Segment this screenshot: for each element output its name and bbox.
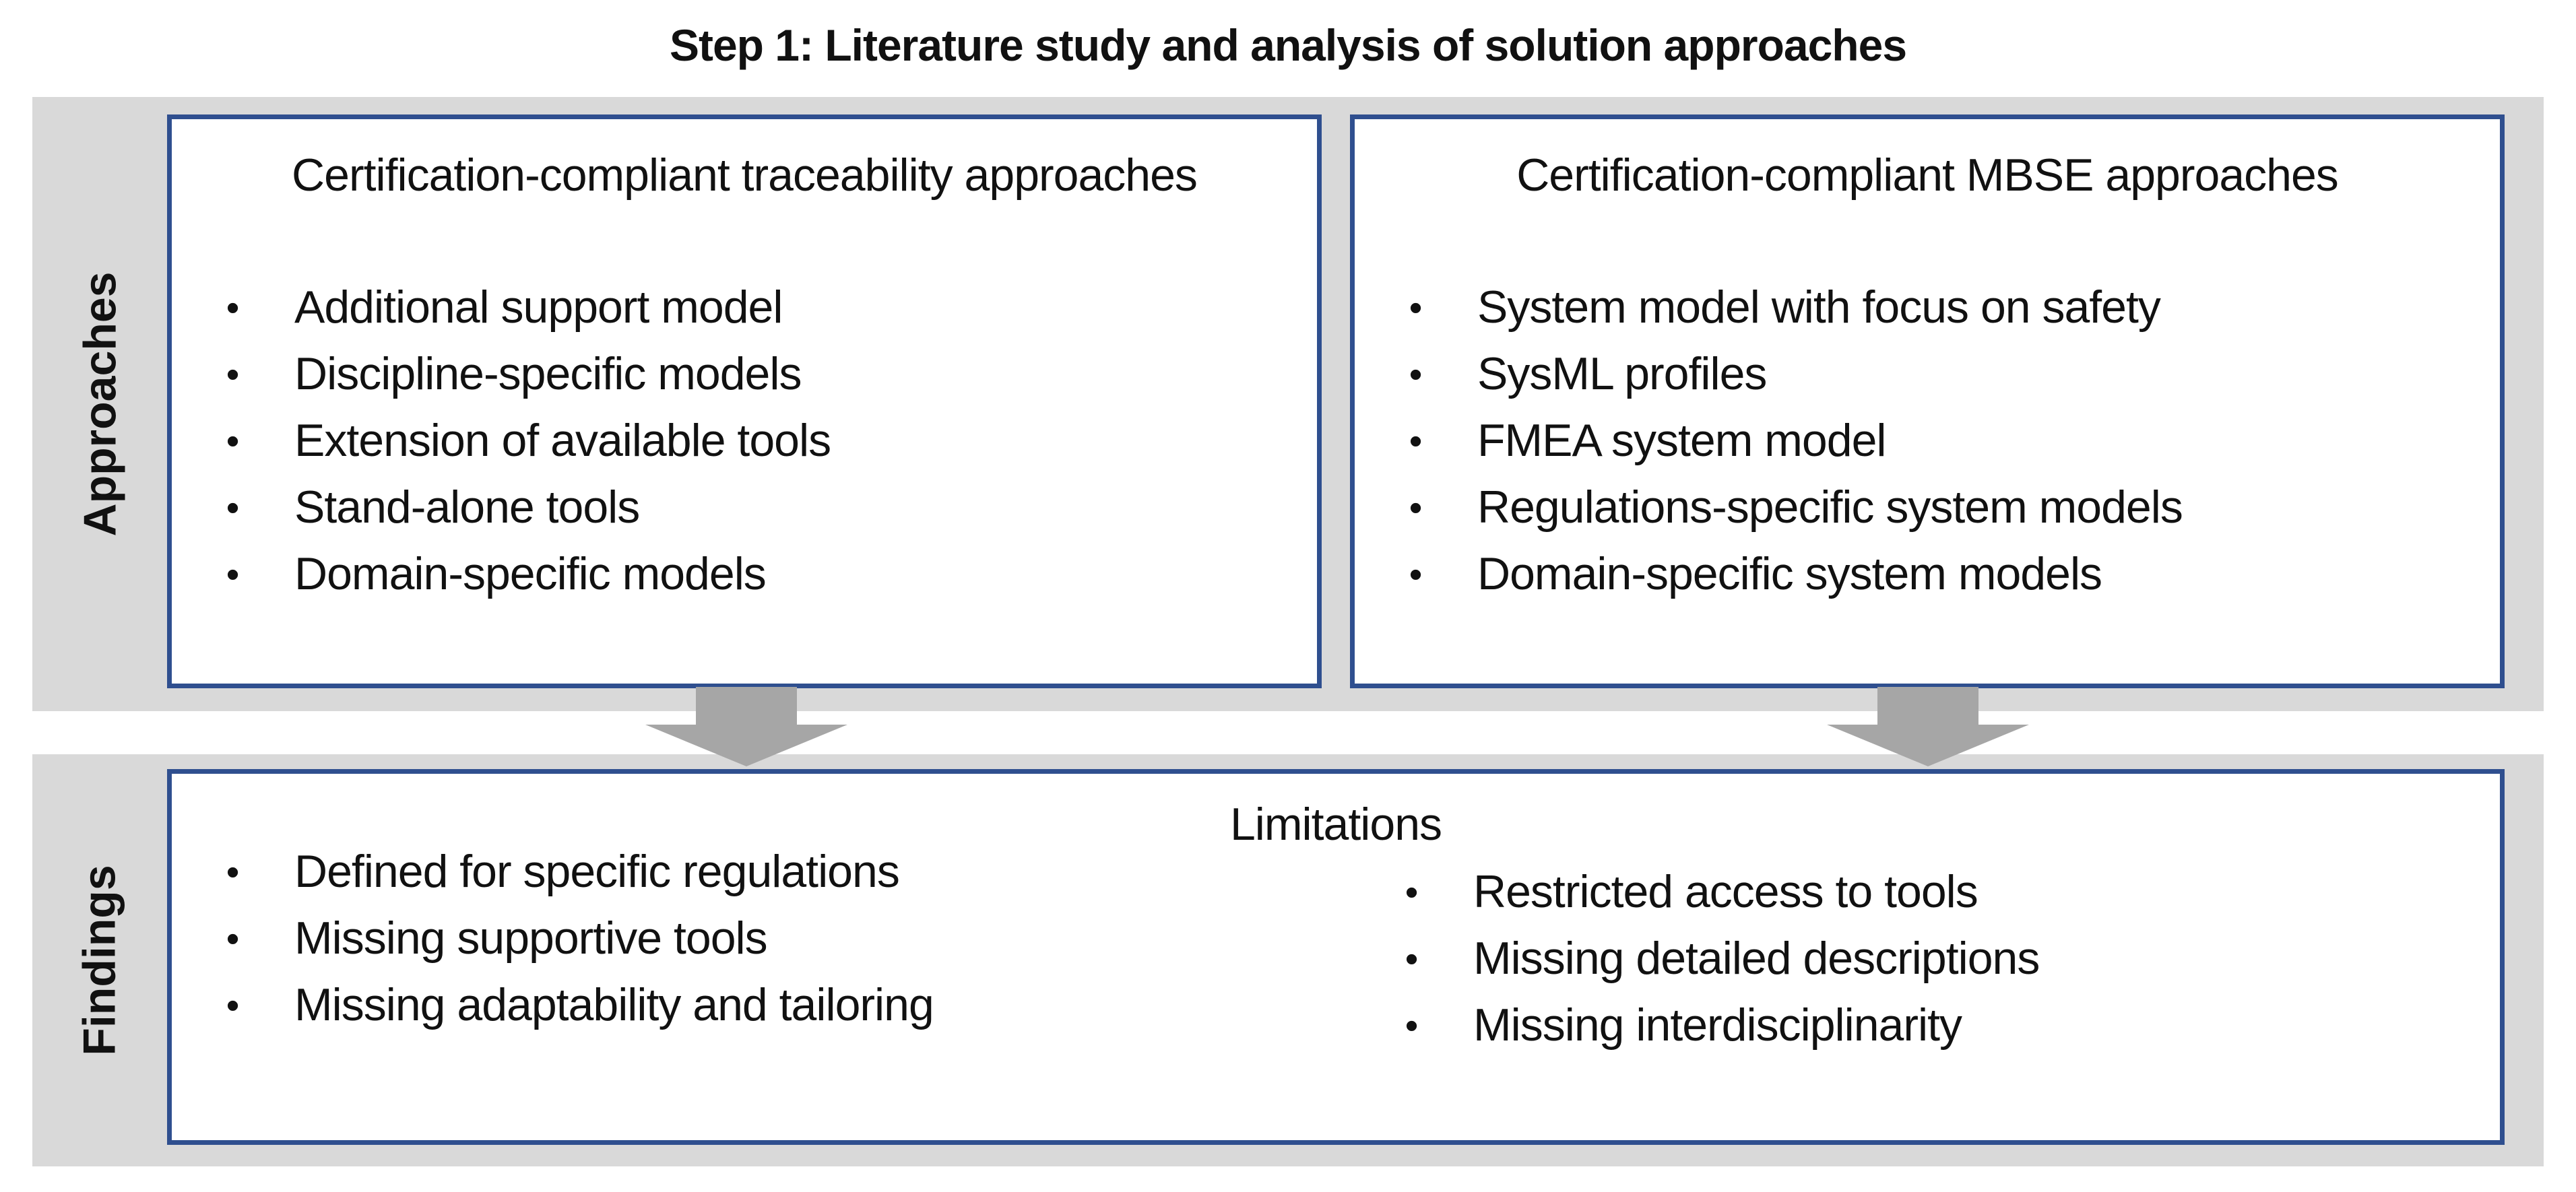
list-item-text: Additional support model [294, 282, 783, 333]
bullet-icon: • [1409, 286, 1422, 329]
findings-side-label [32, 754, 167, 1166]
bullet-icon: • [226, 286, 239, 329]
list-item-text: Missing adaptability and tailoring [294, 979, 934, 1030]
list-item [1398, 859, 2039, 925]
approaches-side-label [32, 97, 167, 711]
bullet-icon: • [1405, 871, 1418, 913]
list-item-text: Domain-specific models [294, 548, 766, 599]
mbse-approaches-box [1350, 114, 2505, 688]
list-item [219, 972, 934, 1038]
bullet-icon: • [226, 984, 239, 1026]
list-item-text: SysML profiles [1477, 348, 1767, 399]
bullet-icon: • [226, 353, 239, 395]
bullet-icon: • [1405, 937, 1418, 980]
list-item [1402, 474, 2183, 541]
list-item-text: Missing supportive tools [294, 913, 767, 964]
list-item-text: Missing detailed descriptions [1473, 933, 2040, 984]
down-arrow-icon [1827, 687, 2029, 766]
limitations-heading: Limitations [1229, 799, 1442, 850]
list-item-text: Domain-specific system models [1477, 548, 2102, 599]
diagram-title: Step 1: Literature study and analysis of solution approaches [669, 20, 1907, 70]
bullet-icon: • [1409, 486, 1422, 529]
list-item [219, 541, 831, 607]
bullet-icon: • [226, 917, 239, 960]
approaches-label-text: Approaches [74, 271, 125, 537]
bullet-icon: • [226, 553, 239, 595]
limitations-list-left [219, 838, 934, 1038]
down-arrow-icon [645, 687, 847, 766]
list-item-text: Defined for specific regulations [294, 846, 899, 897]
bullet-icon: • [1409, 353, 1422, 395]
list-item [1402, 541, 2183, 607]
list-item-text: Restricted access to tools [1473, 866, 1978, 917]
traceability-approaches-list [219, 274, 831, 607]
list-item-text: Regulations-specific system models [1477, 482, 2183, 533]
list-item [1402, 341, 2183, 407]
mbse-approaches-list [1402, 274, 2183, 607]
list-item [1402, 407, 2183, 474]
bullet-icon: • [226, 851, 239, 893]
list-item-text: Discipline-specific models [294, 348, 802, 399]
traceability-approaches-heading: Certification-compliant traceability approaches [292, 150, 1197, 201]
list-item [219, 474, 831, 541]
limitations-list-right [1398, 859, 2039, 1059]
list-item [219, 838, 934, 905]
list-item [1402, 274, 2183, 341]
list-item [219, 341, 831, 407]
traceability-approaches-box [167, 114, 1322, 688]
list-item [219, 274, 831, 341]
limitations-box [167, 769, 2505, 1145]
bullet-icon: • [1409, 553, 1422, 595]
list-item [219, 407, 831, 474]
bullet-icon: • [1405, 1004, 1418, 1047]
list-item-text: System model with focus on safety [1477, 282, 2160, 333]
list-item-text: Missing interdisciplinarity [1473, 999, 1962, 1051]
bullet-icon: • [226, 420, 239, 462]
list-item [1398, 925, 2039, 992]
list-item-text: Stand-alone tools [294, 482, 640, 533]
bullet-icon: • [226, 486, 239, 529]
mbse-approaches-heading: Certification-compliant MBSE approaches [1516, 150, 2338, 201]
list-item-text: Extension of available tools [294, 415, 831, 466]
list-item [1398, 992, 2039, 1059]
bullet-icon: • [1409, 420, 1422, 462]
list-item [219, 905, 934, 972]
findings-label-text: Findings [74, 865, 126, 1056]
list-item-text: FMEA system model [1477, 415, 1886, 466]
